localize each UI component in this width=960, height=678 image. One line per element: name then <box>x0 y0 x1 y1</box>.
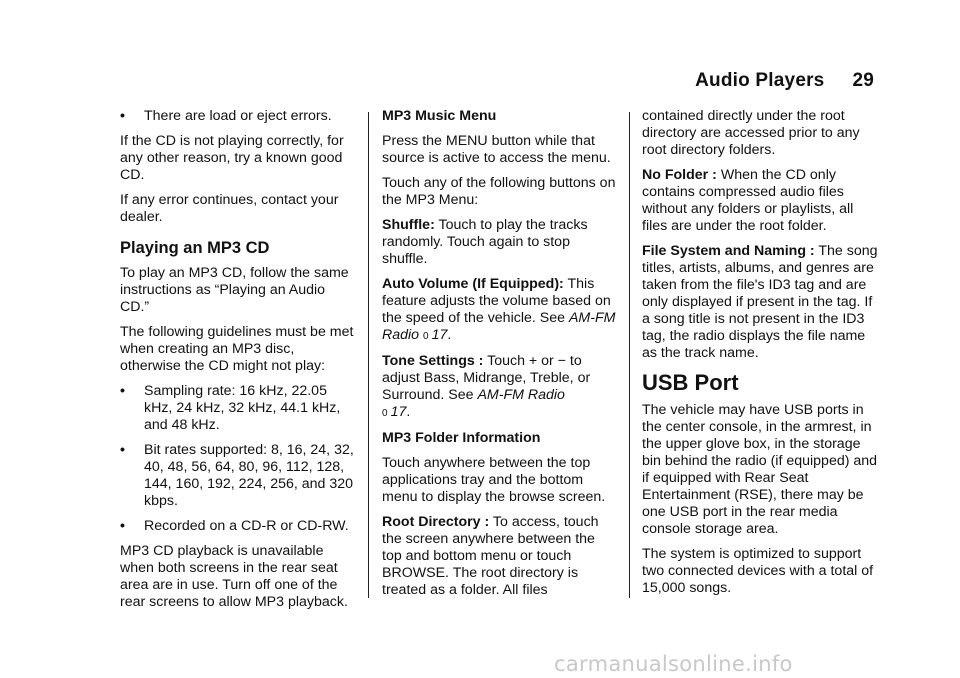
column-2 <box>382 108 618 607</box>
running-header <box>695 70 874 92</box>
heading-usb-port: USB Port <box>642 370 739 395</box>
page-reference-number[interactable]: 17 <box>431 327 448 343</box>
term-text: The song titles, artists, albums, and genres are taken from the file's ID3 tag and are only displayed if present in the tag. If a song title is not present in the ID3 tag, the radio displays the file name as the track name. <box>642 243 878 361</box>
term-label: Tone Settings : <box>382 353 484 369</box>
heading-mp3-music-menu: MP3 Music Menu <box>382 108 497 124</box>
paragraph: Touch anywhere between the top applications tray and the bottom menu to display the browse screen. <box>382 455 606 505</box>
bullet-item <box>120 108 356 125</box>
column-divider-2 <box>629 112 630 598</box>
cross-reference-link[interactable]: AM-FM Radio <box>477 387 565 403</box>
auto-volume-entry: Auto Volume (If Equipped): This feature adjusts the volume based on the speed of the vehicle. See AM-FM Radio 0 17. <box>382 276 616 343</box>
term-text: When the CD only contains compressed audio files without any folders or playlists, all files are under the root folder. <box>642 167 854 234</box>
bullet-item <box>120 383 356 434</box>
bullet-icon: • <box>120 518 125 534</box>
bullet-text: Sampling rate: 16 kHz, 22.05 kHz, 24 kHz, 32 kHz, 44.1 kHz, and 48 kHz. <box>144 383 341 433</box>
section-title: Audio Players <box>695 70 825 91</box>
heading-mp3-folder-information: MP3 Folder Information <box>382 430 541 446</box>
bullet-item <box>120 518 356 535</box>
bullet-icon: • <box>120 442 125 458</box>
watermark: carmanualsonline.info <box>554 652 793 676</box>
term-label: Auto Volume (If Equipped): <box>382 276 564 292</box>
bullet-icon: • <box>120 108 125 124</box>
file-system-entry <box>642 243 878 362</box>
term-text: This feature adjusts the volume based on the speed of the vehicle. See <box>382 276 611 326</box>
root-directory-entry <box>382 514 618 599</box>
paragraph: To play an MP3 CD, follow the same instructions as “Playing an Audio CD.” <box>120 265 349 315</box>
term-text: To access, touch the screen anywhere between the top and bottom menu or touch BROWSE. The root directory is treated as a folder. All files <box>382 514 599 598</box>
term-text: Touch + or − to adjust Bass, Midrange, Treble, or Surround. See <box>382 353 591 403</box>
bullet-text: Bit rates supported: 8, 16, 24, 32, 40, 48, 56, 64, 80, 96, 112, 128, 144, 160, 192, 224, 256, and 320 kbps. <box>144 442 354 509</box>
bullet-item <box>120 442 356 510</box>
shuffle-entry <box>382 217 618 268</box>
heading-playing-mp3: Playing an MP3 CD <box>120 239 270 257</box>
term-label: Shuffle: <box>382 217 435 233</box>
term-text: Touch to play the tracks randomly. Touch again to stop shuffle. <box>382 217 588 267</box>
column-1 <box>120 108 356 619</box>
paragraph: MP3 CD playback is unavailable when both screens in the rear seat area are in use. Turn off one of the rear screens to allow MP3 playback. <box>120 543 348 610</box>
column-3 <box>642 108 878 605</box>
no-folder-entry <box>642 167 878 235</box>
tone-settings-entry: Tone Settings : Touch + or − to adjust Bass, Midrange, Treble, or Surround. See AM-FM Radio 0 17. <box>382 353 591 420</box>
term-label: No Folder : <box>642 167 717 183</box>
column-divider-1 <box>368 112 369 598</box>
bullet-icon: • <box>120 383 125 399</box>
paragraph: If the CD is not playing correctly, for any other reason, try a known good CD. <box>120 133 344 183</box>
bullet-text: Recorded on a CD-R or CD-RW. <box>144 518 349 534</box>
paragraph: Touch any of the following buttons on the MP3 Menu: <box>382 175 616 208</box>
cross-reference-link[interactable]: AM-FM Radio <box>382 310 616 343</box>
page-reference-number[interactable]: 17 <box>390 404 407 420</box>
page-number: 29 <box>852 70 874 91</box>
paragraph: The system is optimized to support two connected devices with a total of 15,000 songs. <box>642 546 874 596</box>
bullet-text: There are load or eject errors. <box>144 108 332 124</box>
paragraph: The vehicle may have USB ports in the center console, in the armrest, in the upper glove box, in the storage bin behind the radio (if equipped) and if equipped with Rear Seat Entertainment (RSE), there may be one USB port in the rear media console storage area. <box>642 402 878 537</box>
paragraph: If any error continues, contact your dealer. <box>120 192 339 225</box>
page-reference-icon: 0 <box>423 331 429 342</box>
term-label: Root Directory : <box>382 514 490 530</box>
paragraph: contained directly under the root directory are accessed prior to any root directory folders. <box>642 108 860 158</box>
page-reference-icon: 0 <box>382 408 388 419</box>
paragraph: The following guidelines must be met when creating an MP3 disc, otherwise the CD might not play: <box>120 324 354 374</box>
term-label: File System and Naming : <box>642 243 815 259</box>
paragraph: Press the MENU button while that source is active to access the menu. <box>382 133 611 166</box>
